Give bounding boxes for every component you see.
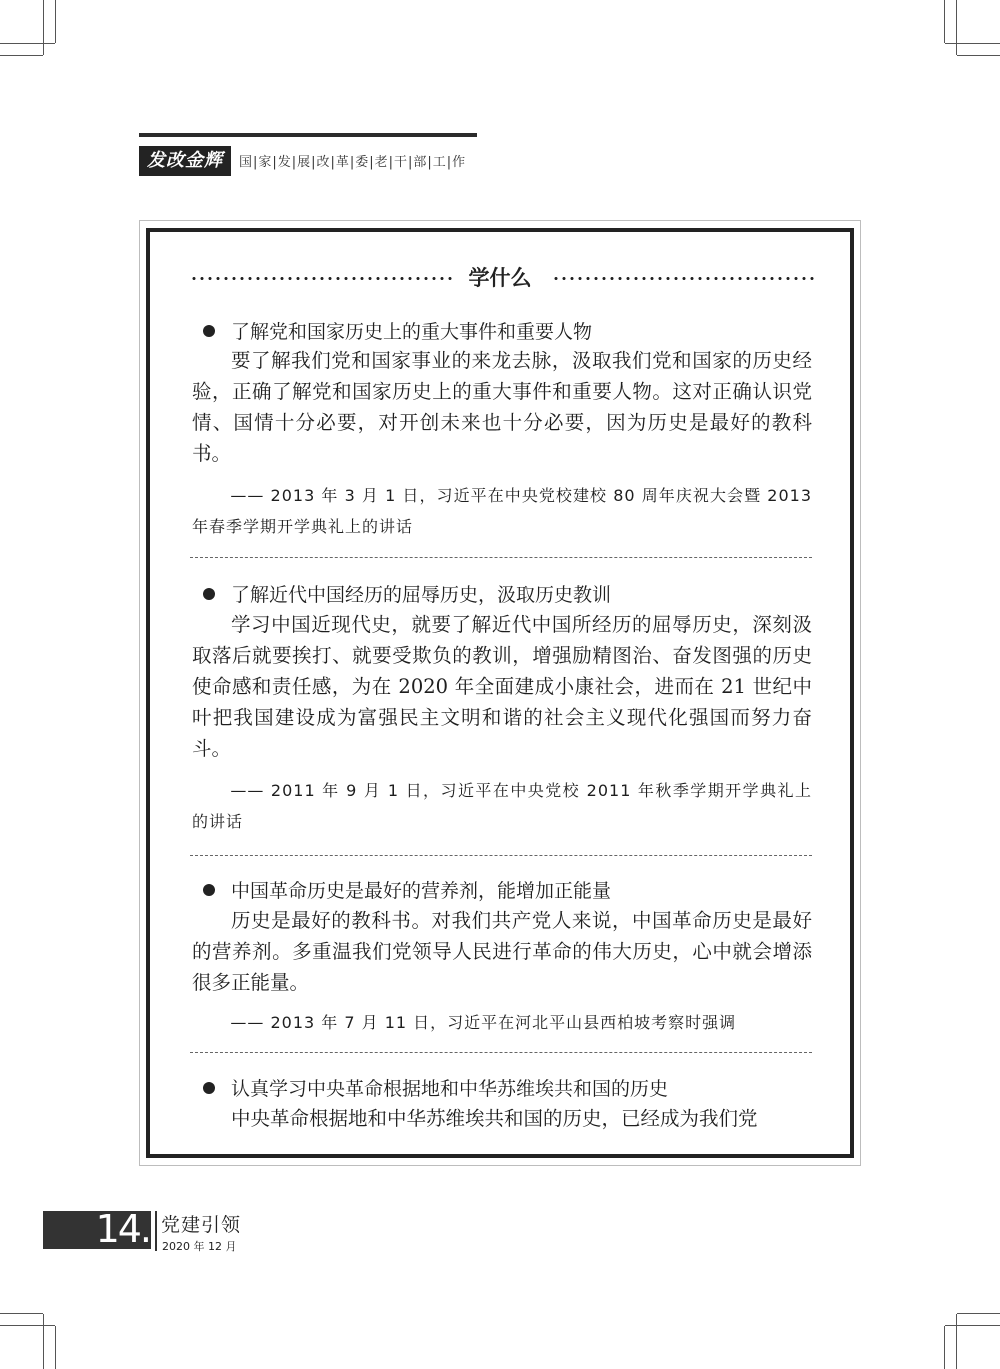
item-body: 中央革命根据地和中华苏维埃共和国的历史，已经成为我们党 [231, 1107, 758, 1130]
crop-mark [957, 1313, 1000, 1314]
title-dots-right [552, 277, 814, 280]
item-heading [203, 317, 823, 344]
crop-mark [944, 0, 945, 43]
crop-mark [945, 1325, 1000, 1326]
crop-mark [0, 1313, 43, 1314]
item-citation: —— 2011 年 9 月 1 日，习近平在中央党校 2011 年秋季学期开学典礼上的讲话 [192, 781, 812, 831]
crop-mark [945, 43, 1000, 44]
publication-name: 党建引领 [161, 1214, 242, 1236]
item-body: 学习中国近现代史，就要了解近代中国所经历的屈辱历史，深刻汲取落后就要挨打、就要受欺负的教训，增强励精图治、奋发图强的历史使命感和责任感，为在 2020 年全面建成小康社会，进而在 21 世纪中叶把我国建设成为富强民主文明和谐的社会主义现代化强国而努力奋斗。 [192, 613, 812, 760]
crop-mark [0, 55, 43, 56]
crop-mark [43, 1314, 44, 1369]
item-heading [203, 876, 823, 903]
header-subtitle: 国|家|发|展|改|革|委|老|干|部|工|作 [239, 155, 467, 170]
bullet-icon [203, 1082, 215, 1094]
item-heading-text: 中国革命历史是最好的营养剂，能增加正能量 [231, 880, 612, 902]
bullet-icon [203, 884, 215, 896]
item-body: 历史是最好的教科书。对我们共产党人来说，中国革命历史是最好的营养剂。多重温我们党领导人民进行革命的伟大历史，心中就会增添很多正能量。 [192, 909, 812, 994]
crop-mark [0, 1325, 55, 1326]
crop-mark [43, 0, 44, 55]
item-citation: —— 2013 年 7 月 11 日，习近平在河北平山县西柏坡考察时强调 [230, 1013, 737, 1032]
box-title: 学什么 [468, 266, 532, 290]
bullet-icon [203, 588, 215, 600]
crop-mark [956, 1314, 957, 1369]
header-rule [139, 133, 477, 137]
crop-mark [55, 0, 56, 43]
item-heading-text: 了解近代中国经历的屈辱历史，汲取历史教训 [231, 584, 612, 606]
footer-divider [155, 1211, 157, 1251]
issue-date: 2020 年 12 月 [162, 1240, 237, 1253]
item-heading [203, 580, 823, 607]
page-number: 14. [95, 1207, 150, 1251]
item-heading-text: 了解党和国家历史上的重大事件和重要人物 [231, 321, 593, 343]
item-heading-text: 认真学习中央革命根据地和中华苏维埃共和国的历史 [231, 1078, 669, 1100]
item-citation: —— 2013 年 3 月 1 日，习近平在中央党校建校 80 周年庆祝大会暨 2013 年春季学期开学典礼上的讲话 [192, 486, 812, 536]
crop-mark [956, 0, 957, 55]
crop-mark [55, 1326, 56, 1369]
item-separator [190, 557, 812, 558]
item-heading [203, 1074, 823, 1101]
item-separator [190, 855, 812, 856]
crop-mark [0, 43, 55, 44]
crop-mark [944, 1326, 945, 1369]
item-separator [190, 1052, 812, 1053]
bullet-icon [203, 325, 215, 337]
crop-mark [957, 55, 1000, 56]
section-badge: 发改金辉 [139, 146, 231, 176]
item-body: 要了解我们党和国家事业的来龙去脉，汲取我们党和国家的历史经验，正确了解党和国家历史上的重大事件和重要人物。这对正确认识党情、国情十分必要，对开创未来也十分必要，因为历史是最好的教科书。 [192, 349, 812, 465]
title-dots-left [190, 277, 452, 280]
